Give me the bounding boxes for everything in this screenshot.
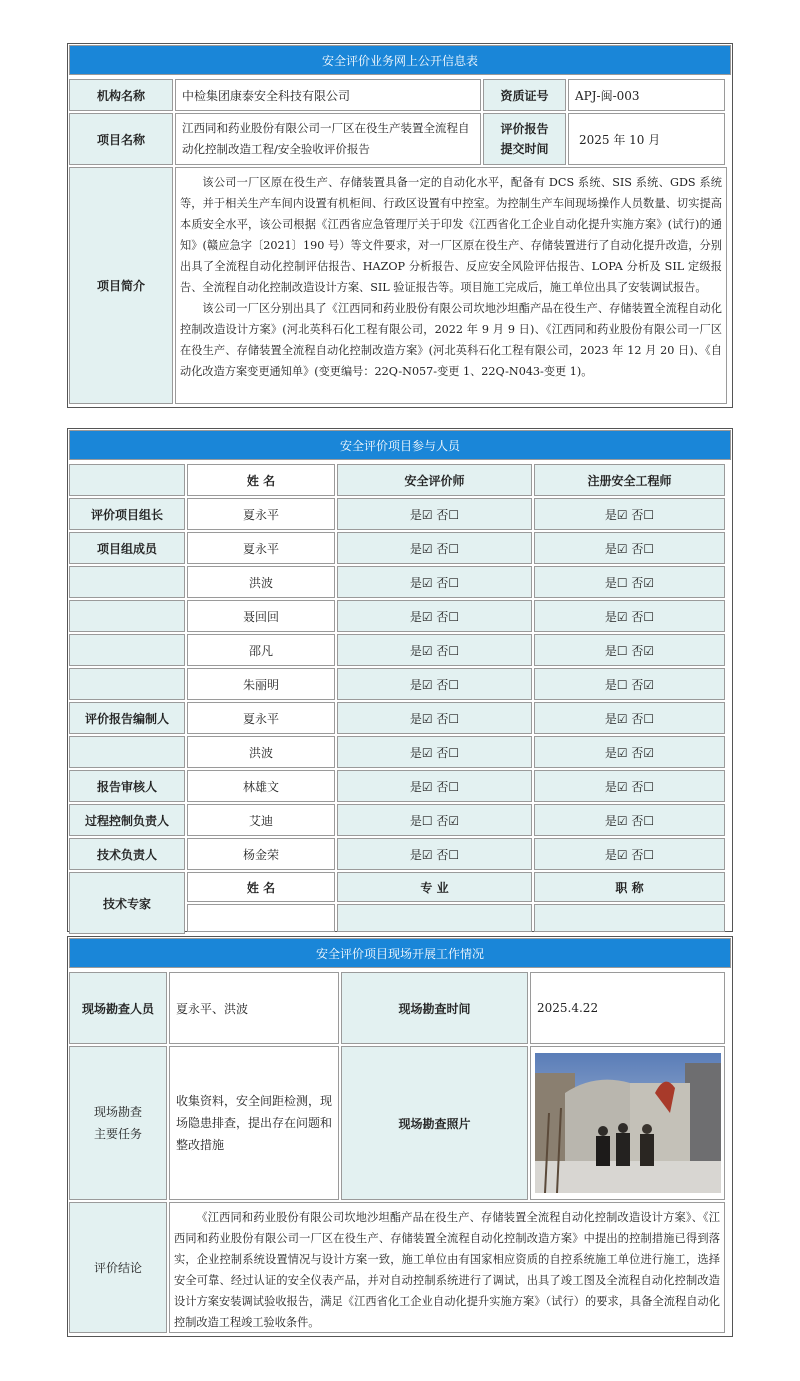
survey-task-label-line1: 现场勘查 [93, 1105, 142, 1119]
expert-major-header: 专 业 [337, 872, 532, 902]
participant-name: 夏永平 [187, 532, 335, 564]
expert-name-header: 姓 名 [187, 872, 335, 902]
participant-row [68, 701, 732, 735]
engineer-checkbox-pair: 是☑ 否☑ [534, 736, 725, 768]
submit-time-label [483, 113, 566, 165]
evaluator-checkbox-pair: 是☑ 否☐ [337, 838, 532, 870]
survey-task-value: 收集资料，安全间距检测，现场隐患排查，提出存在问题和整改措施 [169, 1046, 339, 1200]
survey-time-label: 现场勘查时间 [341, 972, 528, 1044]
public-info-title: 安全评价业务网上公开信息表 [69, 45, 731, 75]
participant-role [69, 566, 185, 598]
participant-role [69, 634, 185, 666]
evaluator-checkbox-pair: 是☑ 否☐ [337, 634, 532, 666]
survey-staff-label: 现场勘查人员 [69, 972, 167, 1044]
cert-label: 资质证号 [483, 79, 566, 111]
participant-role [69, 736, 185, 768]
project-intro-text [175, 167, 727, 404]
participant-role [69, 600, 185, 632]
participants-title: 安全评价项目参与人员 [69, 430, 731, 460]
org-name-label: 机构名称 [69, 79, 173, 111]
participant-row [68, 599, 732, 633]
participant-name: 朱丽明 [187, 668, 335, 700]
expert-title-cell [534, 904, 725, 932]
field-work-table [67, 936, 733, 1337]
engineer-checkbox-pair: 是☑ 否☐ [534, 532, 725, 564]
expert-major-cell [337, 904, 532, 932]
survey-time-value: 2025.4.22 [530, 972, 725, 1044]
participant-name: 夏永平 [187, 498, 335, 530]
expert-grid [186, 871, 726, 935]
engineer-checkbox-pair: 是☑ 否☐ [534, 770, 725, 802]
participant-name: 洪波 [187, 566, 335, 598]
engineer-checkbox-pair: 是☑ 否☐ [534, 702, 725, 734]
role-header-blank [69, 464, 185, 496]
engineer-checkbox-pair: 是☑ 否☐ [534, 498, 725, 530]
evaluator-checkbox-pair: 是☐ 否☑ [337, 804, 532, 836]
project-name-label: 项目名称 [69, 113, 173, 165]
survey-task-label [69, 1046, 167, 1200]
participant-row [68, 837, 732, 871]
participant-name: 林雄文 [187, 770, 335, 802]
participants-rows [68, 497, 732, 871]
evaluator-checkbox-pair: 是☑ 否☐ [337, 770, 532, 802]
name-header: 姓 名 [187, 464, 335, 496]
evaluator-checkbox-pair: 是☑ 否☐ [337, 498, 532, 530]
expert-name-cell [187, 904, 335, 932]
engineer-checkbox-pair: 是☑ 否☐ [534, 600, 725, 632]
participant-role: 项目组成员 [69, 532, 185, 564]
cert-value: APJ-闽-003 [568, 79, 725, 111]
participant-role: 过程控制负责人 [69, 804, 185, 836]
public-info-table [67, 43, 733, 408]
evaluator-checkbox-pair: 是☑ 否☐ [337, 532, 532, 564]
project-intro-paragraph-2: 该公司一厂区分别出具了《江西同和药业股份有限公司坎地沙坦酯产品在役生产、存储装置全流程自动化控制改造设计方案》(河北英科石化工程有限公司，2022 年 9 月 9 日)、《江西同和药业股份有限公司一厂区在役生产、存储装置全流程自动化控制改造方案》(河北英科石化工程有限公司，2023 年 12 月 20 日)、《自动化改造方案变更通知单》(变更编号：22Q-N057-变更 1、22Q-N043-变更 1)。 [180, 302, 722, 378]
participant-name: 夏永平 [187, 702, 335, 734]
project-intro-label: 项目简介 [69, 167, 173, 404]
engineer-checkbox-pair: 是☑ 否☐ [534, 838, 725, 870]
engineer-header: 注册安全工程师 [534, 464, 725, 496]
participant-role: 报告审核人 [69, 770, 185, 802]
survey-photo-cell [530, 1046, 725, 1200]
participant-role: 评价报告编制人 [69, 702, 185, 734]
participant-row [68, 531, 732, 565]
evaluator-checkbox-pair: 是☑ 否☐ [337, 736, 532, 768]
expert-title-header: 职 称 [534, 872, 725, 902]
survey-photo-label: 现场勘查照片 [341, 1046, 528, 1200]
survey-photo [535, 1053, 721, 1193]
engineer-checkbox-pair: 是☐ 否☑ [534, 668, 725, 700]
project-name-value: 江西同和药业股份有限公司一厂区在役生产装置全流程自动化控制改造工程/安全验收评价报告 [175, 113, 481, 165]
participant-name: 艾迪 [187, 804, 335, 836]
evaluator-checkbox-pair: 是☑ 否☐ [337, 668, 532, 700]
participant-role [69, 668, 185, 700]
participant-name: 邵凡 [187, 634, 335, 666]
participant-row [68, 497, 732, 531]
participant-row [68, 565, 732, 599]
participant-row [68, 769, 732, 803]
submit-time-label-line2: 提交时间 [500, 142, 549, 156]
project-intro-paragraph-1: 该公司一厂区原在役生产、存储装置具备一定的自动化水平，配备有 DCS 系统、SIS 系统、GDS 系统等，并于相关生产车间内设置有机柜间、行政区设置有中控室。为控制生产车间现场操作人员数量、切实提高本质安全水平，该公司根据《江西省应急管理厅关于印发《江西省化工企业自动化提升实施方案》(试行)的通知》(赣应急字〔2021〕190 号）等文件要求，对一厂区原在役生产、存储装置进行了自动化提升改造，分别出具了全流程自动化控制评估报告、HAZOP 分析报告、反应安全风险评估报告、LOPA 分析及 SIL 定级报告、全流程自动化控制改造设计方案、SIL 验证报告等。项目施工完成后，施工单位出具了安装调试报告。 [180, 176, 722, 294]
participant-row [68, 633, 732, 667]
evaluator-checkbox-pair: 是☑ 否☐ [337, 702, 532, 734]
conclusion-text: 《江西同和药业股份有限公司坎地沙坦酯产品在役生产、存储装置全流程自动化控制改造设计方案》、《江西同和药业股份有限公司一厂区在役生产、存储装置全流程自动化控制改造方案》中提出的控制措施已得到落实，企业控制系统设置情况与设计方案一致，施工单位由有国家相应资质的自控系统施工单位进行施工，选择安全可靠、经过认证的安全仪表产品，并对自动控制系统进行了调试，出具了竣工图及全流程自动化控制改造设计方案安装调试验收报告，满足《江西省化工企业自动化提升实施方案》（试行）的要求，具备全流程自动化控制改造工程竣工验收条件。 [169, 1202, 725, 1333]
survey-photo-image [535, 1053, 721, 1193]
submit-time-value: 2025 年 10 月 [568, 113, 725, 165]
participant-name: 杨金荣 [187, 838, 335, 870]
engineer-checkbox-pair: 是☐ 否☑ [534, 634, 725, 666]
evaluator-header: 安全评价师 [337, 464, 532, 496]
participant-row [68, 735, 732, 769]
conclusion-label: 评价结论 [69, 1202, 167, 1333]
field-work-title: 安全评价项目现场开展工作情况 [69, 938, 731, 968]
evaluator-checkbox-pair: 是☑ 否☐ [337, 600, 532, 632]
expert-label: 技术专家 [69, 872, 185, 934]
org-name-value: 中检集团康泰安全科技有限公司 [175, 79, 481, 111]
participant-row [68, 803, 732, 837]
submit-time-label-line1: 评价报告 [500, 122, 549, 136]
evaluator-checkbox-pair: 是☑ 否☐ [337, 566, 532, 598]
engineer-checkbox-pair: 是☐ 否☑ [534, 566, 725, 598]
engineer-checkbox-pair: 是☑ 否☐ [534, 804, 725, 836]
participants-table [67, 428, 733, 932]
participant-role: 评价项目组长 [69, 498, 185, 530]
survey-staff-value: 夏永平、洪波 [169, 972, 339, 1044]
participant-name: 聂回回 [187, 600, 335, 632]
participant-row [68, 667, 732, 701]
participant-name: 洪波 [187, 736, 335, 768]
survey-task-label-line2: 主要任务 [93, 1127, 142, 1141]
participant-role: 技术负责人 [69, 838, 185, 870]
